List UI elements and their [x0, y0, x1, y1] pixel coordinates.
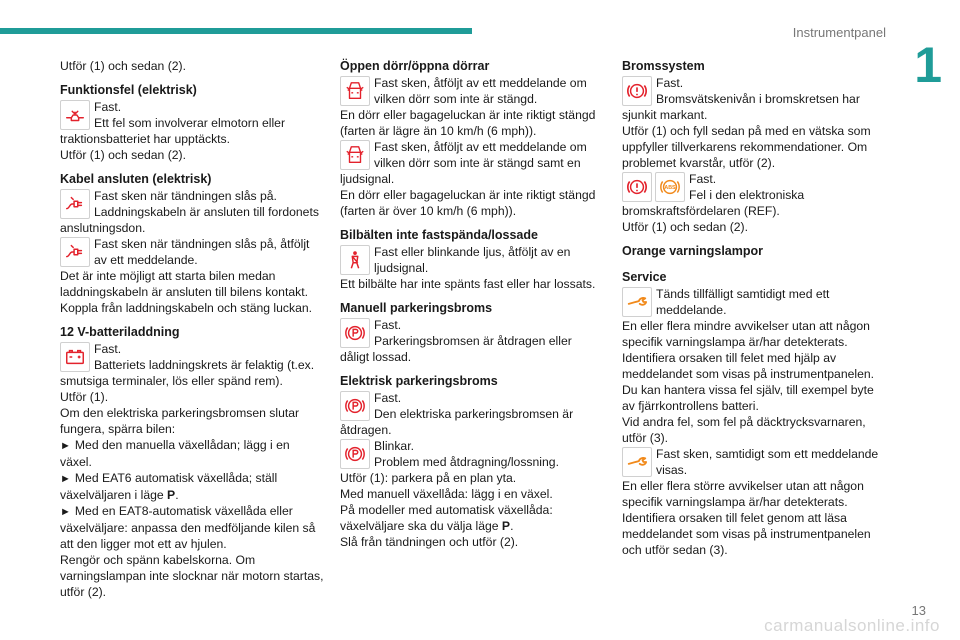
action-text: Utför (1) och sedan (2).: [622, 220, 748, 234]
charging-cable-icon: [60, 237, 90, 267]
lamp-entry: [340, 438, 602, 470]
lamp-description: Fast sken, åtföljt av ett meddelande om vilken dörr som inte är stängd.: [374, 76, 587, 106]
lamp-entry: [60, 99, 324, 147]
lamp-description: Fast sken när tändningen slås på, åtföljt av ett meddelande.: [94, 237, 310, 267]
lamp-entry: [622, 75, 890, 123]
lamp-entry: [60, 341, 324, 389]
service-wrench-icon: [622, 447, 652, 477]
column-2: [340, 58, 602, 550]
lamp-description: Fast sken när tändningen slås på. Laddningskabeln är ansluten till fordonets anslutningsdon.: [60, 189, 319, 235]
action-text: En dörr eller bagageluckan är inte riktigt stängd (farten är lägre än 10 km/h (6 mph)).: [340, 108, 596, 138]
bullet-item: ► Med den manuella växellådan; lägg i en växel.: [60, 438, 290, 469]
electric-parking-brake-icon: [340, 391, 370, 421]
lamp-state: Fast.: [656, 76, 684, 90]
bullet-arrow: ►: [60, 506, 71, 518]
lamp-state: Fast.: [374, 391, 402, 405]
lamp-entry: [340, 75, 602, 107]
action-text: Rengör och spänn kabelskorna. Om varningslampan inte slocknar när motorn startas, utför (2).: [60, 553, 324, 599]
electric-plug-fault-icon: [60, 100, 90, 130]
bullet-arrow: ►: [60, 473, 71, 485]
action-text: Slå från tändningen och utför (2).: [340, 535, 519, 549]
lamp-description: Fast sken, åtföljt av ett meddelande om vilken dörr som inte är stängd samt en ljudsignal.: [340, 140, 587, 186]
lamp-entry: [622, 446, 890, 478]
section-heading: Öppen dörr/öppna dörrar: [340, 59, 490, 73]
action-text: Utför (1): parkera på en plan yta.: [340, 471, 517, 485]
section-heading: 12 V-batteriladdning: [60, 325, 180, 339]
action-text: Utför (1) och fyll sedan på med en vätska som uppfyller tillverkarens rekommendationer. Om problemet kvarstår, utför (2).: [622, 124, 871, 170]
lamp-description: Parkeringsbromsen är åtdragen eller dåligt lossad.: [340, 334, 572, 364]
lamp-entry: [340, 317, 602, 365]
section-heading: Kabel ansluten (elektrisk): [60, 172, 212, 186]
watermark: carmanualsonline.info: [764, 616, 940, 635]
section-heading-major: Orange varningslampor: [622, 244, 764, 258]
lamp-state: Fast.: [689, 172, 717, 186]
lamp-entry: [622, 286, 890, 318]
action-text: Utför (1) och sedan (2).: [60, 148, 186, 162]
column-1: [60, 58, 324, 600]
action-text: Vid andra fel, som fel på däcktrycksvarnaren, utför (3).: [622, 415, 866, 445]
section-heading: Manuell parkeringsbroms: [340, 301, 493, 315]
lamp-state: Fast.: [94, 342, 122, 356]
service-wrench-icon: [622, 287, 652, 317]
action-text: Identifiera orsaken till felet med hjälp av meddelandet som visas på instrumentpanelen.: [622, 351, 875, 381]
lamp-state: Blinkar.: [374, 439, 414, 453]
action-text: På modeller med automatisk växellåda: växelväljare ska du välja läge P.: [340, 503, 553, 533]
parking-brake-icon: [340, 318, 370, 348]
bullet-arrow: ►: [60, 440, 71, 452]
action-text: En eller flera mindre avvikelser utan att någon specifik varningslampa är/har detekterats.: [622, 319, 870, 349]
header-accent-bar: [0, 28, 472, 34]
lamp-entry: [60, 236, 324, 268]
column-3: [622, 58, 890, 558]
action-text: Det är inte möjligt att starta bilen medan laddningskabeln är ansluten till bilens kontakt. Koppla från laddningskabeln och stäng luckan.: [60, 269, 313, 315]
bullet-item: ► Med en EAT8-automatisk växellåda eller växelväljare: anpassa den medföljande kilen så att den ligger mot ett av hjulen.: [60, 504, 316, 551]
open-door-icon: [340, 140, 370, 170]
electric-parking-brake-icon: [340, 439, 370, 469]
battery-icon: [60, 342, 90, 372]
section-heading: Elektrisk parkeringsbroms: [340, 374, 498, 388]
lamp-description: Fast sken, samtidigt som ett meddelande visas.: [656, 447, 879, 477]
lamp-description: Fast eller blinkande ljus, åtföljt av en ljudsignal.: [374, 245, 571, 275]
section-heading: Funktionsfel (elektrisk): [60, 83, 197, 97]
abs-icon: [655, 172, 685, 202]
lamp-description: Bromsvätskenivån i bromskretsen har sjunkit markant.: [622, 92, 860, 122]
lamp-state: Fast.: [374, 318, 402, 332]
lamp-state: Fast.: [94, 100, 122, 114]
chapter-number: 1: [914, 37, 942, 93]
lamp-description: Problem med åtdragning/lossning.: [374, 455, 559, 469]
brake-system-icon: [622, 76, 652, 106]
lamp-entry: [340, 244, 602, 276]
brake-system-icon: [622, 172, 652, 202]
action-text: Om den elektriska parkeringsbromsen slutar fungera, spärra bilen:: [60, 406, 300, 436]
lamp-entry: [340, 139, 602, 187]
seatbelt-icon: [340, 245, 370, 275]
lamp-description: Batteriets laddningskrets är felaktig (t.ex. smutsiga terminaler, lös eller spänd rem).: [60, 358, 315, 388]
action-text: Utför (1).: [60, 390, 109, 404]
section-heading: Service: [622, 270, 667, 284]
open-door-icon: [340, 76, 370, 106]
section-heading: Bilbälten inte fastspända/lossade: [340, 228, 538, 242]
header-title: Instrumentpanel: [792, 25, 886, 40]
action-text: Identifiera orsaken till felet genom att läsa meddelandet som visas på instrumentpanelen och utför sedan (3).: [622, 511, 871, 557]
section-heading: Bromssystem: [622, 59, 705, 73]
lamp-entry: [622, 171, 890, 219]
lamp-entry: [60, 188, 324, 236]
action-text: En eller flera större avvikelser utan att någon specifik varningslampa är/har detekterats.: [622, 479, 864, 509]
lamp-description: Tänds tillfälligt samtidigt med ett meddelande.: [656, 287, 830, 317]
lamp-entry: [340, 390, 602, 438]
lamp-description: Ett fel som involverar elmotorn eller traktionsbatteriet har upptäckts.: [60, 116, 286, 146]
charging-cable-icon: [60, 189, 90, 219]
intro-text: Utför (1) och sedan (2).: [60, 59, 186, 73]
action-text: Du kan hantera vissa fel själv, till exempel byte av fjärrkontrollens batteri.: [622, 383, 874, 413]
bullet-item: ► Med EAT6 automatisk växellåda; ställ växelväljaren i läge P.: [60, 471, 278, 502]
lamp-description: Den elektriska parkeringsbromsen är åtdragen.: [340, 407, 574, 437]
action-text: Med manuell växellåda: lägg i en växel.: [340, 487, 553, 501]
action-text: En dörr eller bagageluckan är inte riktigt stängd (farten är över 10 km/h (6 mph)).: [340, 188, 596, 218]
page-number: 13: [911, 603, 926, 618]
action-text: Ett bilbälte har inte spänts fast eller har lossats.: [340, 277, 596, 291]
abs-label: ABS: [664, 185, 676, 192]
lamp-description: Fel i den elektroniska bromskraftsfördelaren (REF).: [622, 188, 805, 218]
